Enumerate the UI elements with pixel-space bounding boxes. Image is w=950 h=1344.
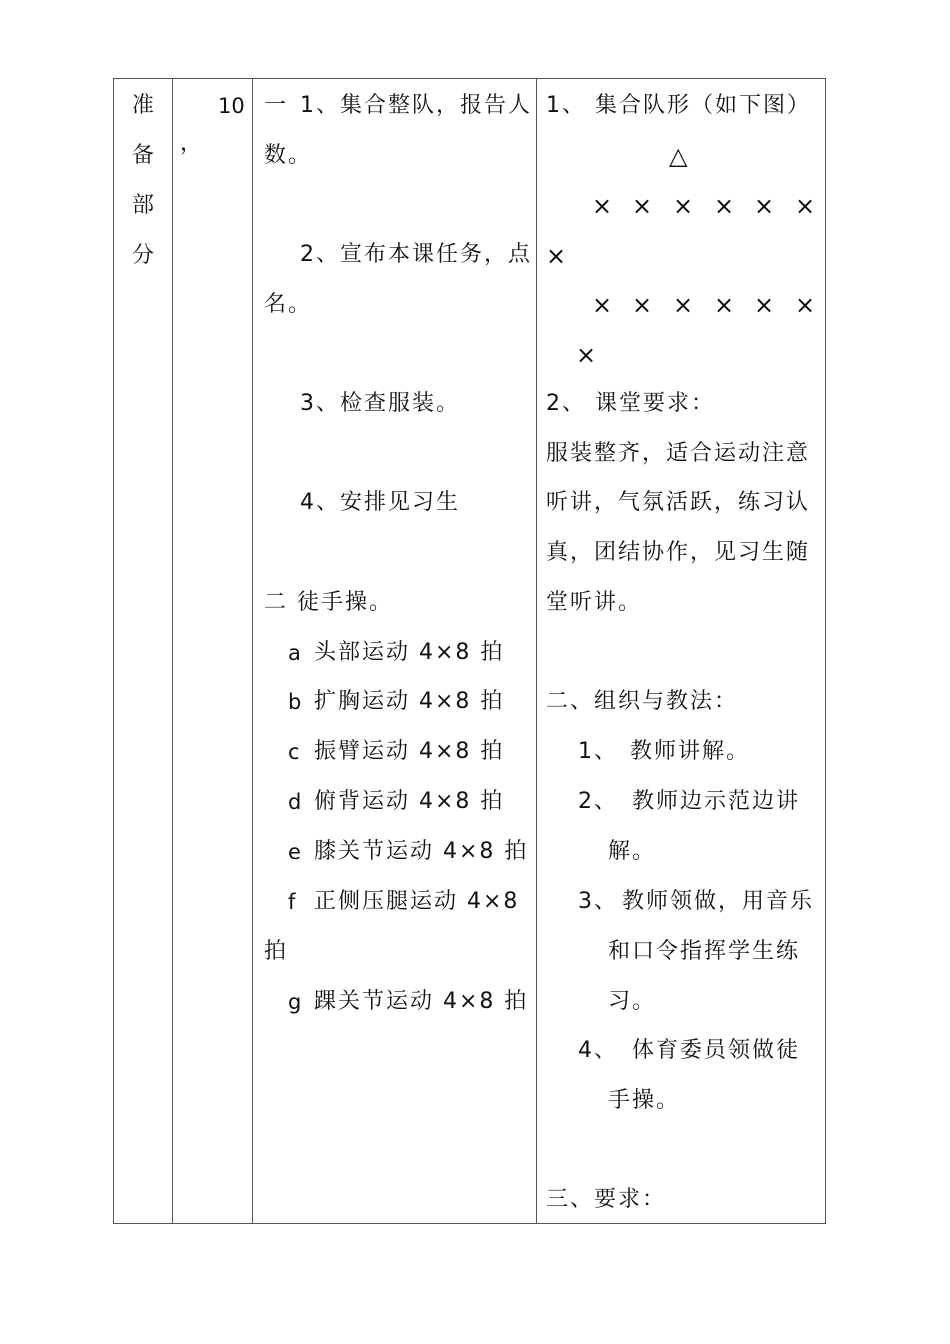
item2-line1: 2、宣布本课任务，点 (300, 242, 532, 267)
student-mark: × (754, 192, 775, 220)
student-mark: × (632, 192, 653, 220)
student-mark: × (576, 341, 597, 369)
student-mark: × (673, 192, 694, 220)
item1-line2: 数。 (264, 143, 313, 168)
item4: 4、安排见习生 (300, 490, 460, 515)
method-number: 4、 (578, 1038, 618, 1063)
time-value: 10 (218, 94, 245, 118)
column-divider (172, 79, 173, 1223)
part1-label: 一 (264, 93, 289, 118)
student-mark: × (754, 291, 775, 319)
exercise-letter: f (288, 890, 296, 914)
method-line: 教师讲解。 (630, 739, 751, 764)
time-unit: ， (180, 131, 205, 156)
column-divider (536, 79, 537, 1223)
student-mark: × (592, 291, 613, 319)
method-number: 1、 (578, 739, 618, 764)
exercise-text: 头部运动 4×8 拍 (314, 640, 505, 665)
exercise-letter: d (288, 790, 302, 814)
method-line: 和口令指挥学生练 (608, 939, 801, 964)
requirements-title: 2、 课堂要求： (546, 391, 715, 416)
method-number: 2、 (578, 789, 618, 814)
item1-line1: 1、集合整队，报告人 (300, 93, 532, 118)
student-mark: × (795, 291, 816, 319)
exercise-letter: a (288, 641, 301, 665)
method-line: 教师领做，用音乐 (622, 889, 815, 914)
exercise-text: 正侧压腿运动 4×8 (314, 889, 520, 914)
student-mark: × (592, 192, 613, 220)
item3: 3、检查服装。 (300, 391, 460, 416)
exercise-letter: c (288, 740, 300, 764)
exercise-text: 膝关节运动 4×8 拍 (314, 839, 529, 864)
exercise-text: 振臂运动 4×8 拍 (314, 739, 505, 764)
section-name-char: 部 (132, 193, 157, 218)
exercise-text: 扩胸运动 4×8 拍 (314, 689, 505, 714)
method-title: 二、组织与教法： (546, 689, 739, 714)
exercise-text: 踝关节运动 4×8 拍 (314, 989, 529, 1014)
exercise-letter: b (288, 690, 302, 714)
method-line: 解。 (608, 839, 657, 864)
formation-title: 1、 集合队形（如下图） (546, 93, 811, 118)
exercise-letter: e (288, 840, 301, 864)
item2-line2: 名。 (264, 292, 313, 317)
requirements-line: 服装整齐，适合运动注意 (546, 441, 811, 466)
exercise-text: 俯背运动 4×8 拍 (314, 789, 505, 814)
teacher-triangle-icon: △ (669, 142, 690, 170)
section-name-char: 分 (132, 243, 157, 268)
column-divider (252, 79, 253, 1223)
student-mark: × (714, 192, 735, 220)
requirements-line: 堂听讲。 (546, 590, 643, 615)
student-mark: × (795, 192, 816, 220)
method-line: 教师边示范边讲 (632, 789, 801, 814)
requirements-line: 听讲，气氛活跃，练习认 (546, 490, 811, 515)
requirements-line: 真，团结协作，见习生随 (546, 540, 811, 565)
section-name-char: 准 (132, 93, 157, 118)
part3-title: 三、要求： (546, 1187, 667, 1212)
student-mark: × (714, 291, 735, 319)
student-mark: × (673, 291, 694, 319)
student-mark: × (546, 242, 567, 270)
exercise-text-cont: 拍 (264, 939, 289, 964)
method-number: 3、 (578, 889, 618, 914)
method-line: 习。 (608, 989, 657, 1014)
part2-title: 二 徒手操。 (264, 590, 393, 615)
method-line: 手操。 (608, 1088, 681, 1113)
method-line: 体育委员领做徒 (632, 1038, 801, 1063)
section-name-char: 备 (132, 143, 157, 168)
exercise-letter: g (288, 990, 302, 1014)
student-mark: × (632, 291, 653, 319)
lesson-plan-table (113, 78, 826, 1224)
